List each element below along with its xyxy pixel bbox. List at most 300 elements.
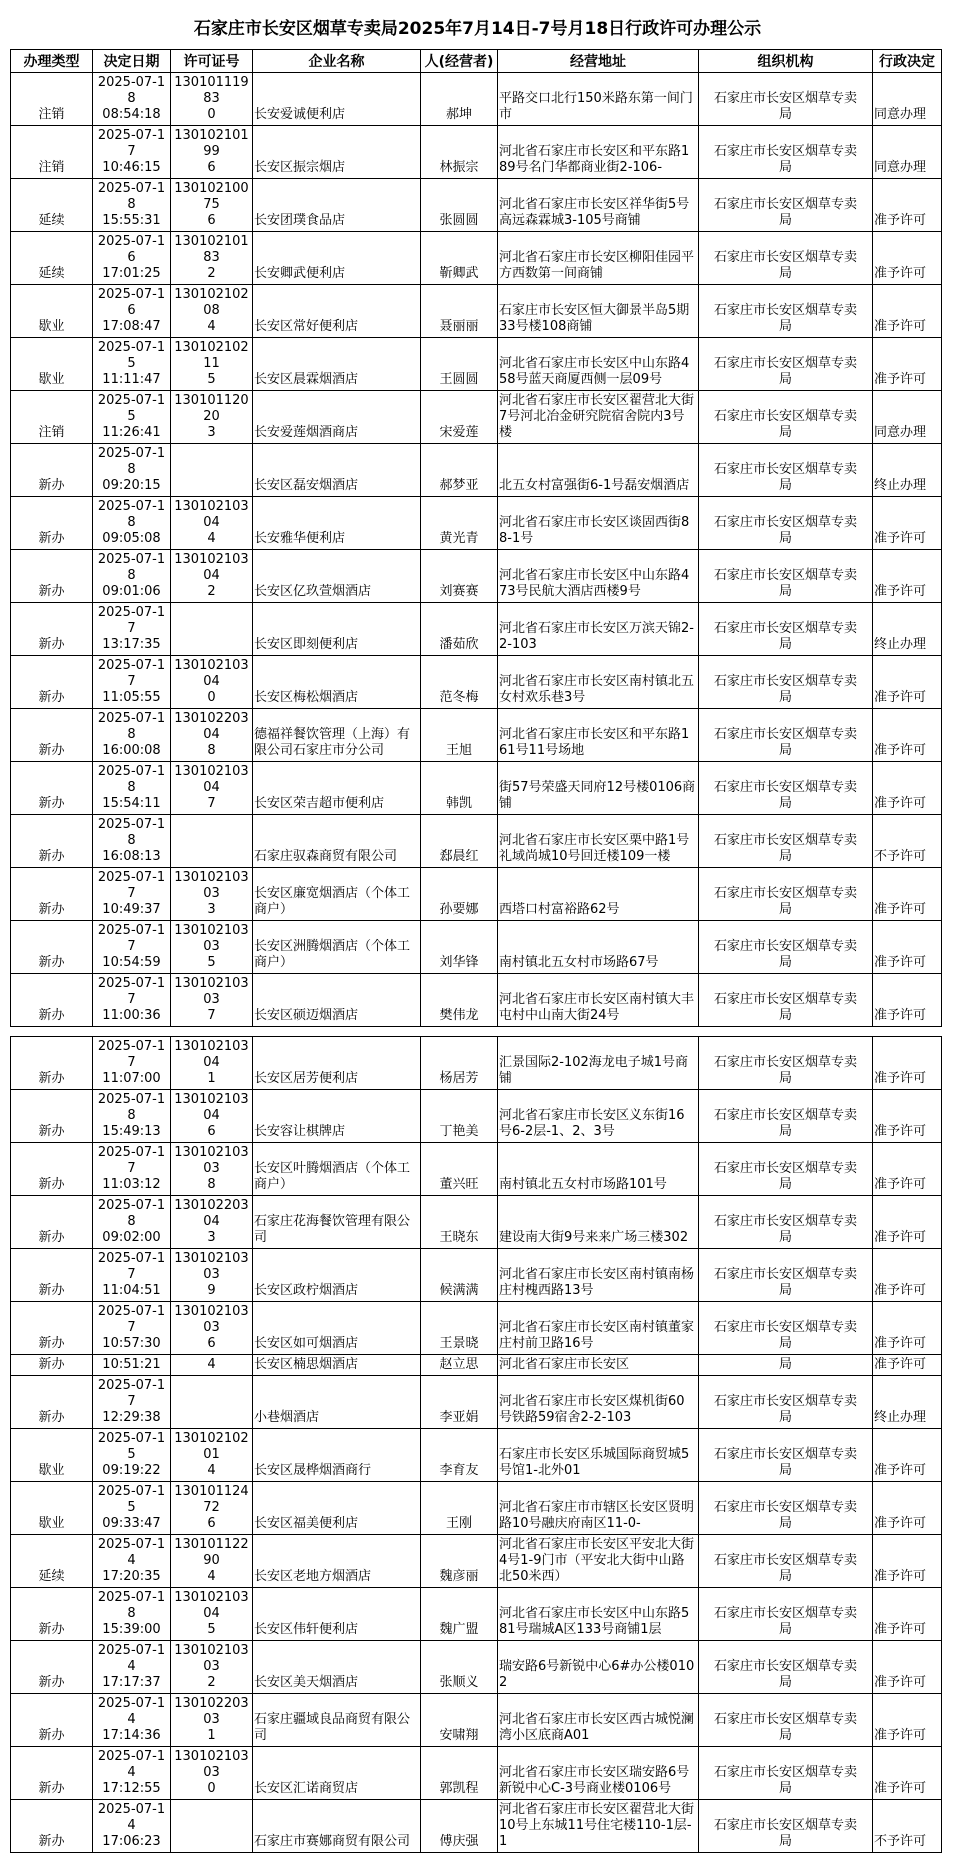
- cell-operator: [421, 232, 498, 285]
- cell-org-text: 石家庄市长安区烟草专卖局: [713, 1606, 857, 1637]
- cell-decision-text: 准予许可: [874, 1675, 927, 1690]
- cell-type: [11, 1196, 93, 1249]
- cell-org: [699, 1429, 873, 1482]
- cell-license: [171, 1694, 253, 1747]
- cell-date: [93, 1588, 171, 1641]
- cell-operator-text: 魏彦丽: [439, 1569, 479, 1584]
- cell-type: [11, 1249, 93, 1302]
- cell-decision: [873, 73, 942, 126]
- cell-org-text: 石家庄市长安区烟草专卖局: [713, 303, 857, 334]
- cell-org-text: 石家庄市长安区烟草专卖局: [713, 462, 857, 493]
- cell-decision: [873, 550, 942, 603]
- cell-name: [253, 762, 421, 815]
- cell-operator: [421, 1376, 498, 1429]
- cell-type: [11, 232, 93, 285]
- cell-operator-text: 王旭: [445, 743, 472, 758]
- cell-date-text: 2025-07-18: [97, 817, 166, 848]
- cell-date-text: 09:01:06: [102, 584, 161, 599]
- cell-operator: [421, 1090, 498, 1143]
- cell-decision-text: 终止办理: [874, 1410, 927, 1425]
- cell-org: [699, 1641, 873, 1694]
- cell-org-text: 石家庄市长安区烟草专卖局: [713, 1765, 857, 1796]
- cell-license-text: 13010210303: [174, 1643, 249, 1674]
- cell-operator-text: 王刚: [445, 1516, 472, 1531]
- cell-date-text: 15:39:00: [102, 1622, 161, 1637]
- cell-name: [253, 391, 421, 444]
- cell-date-text: 2025-07-15: [97, 340, 166, 371]
- table-row: [11, 1429, 942, 1482]
- cell-type: [11, 338, 93, 391]
- cell-decision-text: 准予许可: [874, 1124, 927, 1139]
- cell-date-text: 11:04:51: [102, 1283, 161, 1298]
- cell-type: [11, 1641, 93, 1694]
- cell-org: [699, 1694, 873, 1747]
- table-gap: [0, 1027, 955, 1036]
- cell-date-text: 09:33:47: [102, 1516, 161, 1531]
- cell-date-text: 2025-07-14: [97, 1537, 166, 1568]
- cell-date-text: 2025-07-14: [97, 1643, 166, 1674]
- cell-decision-text: 准予许可: [874, 372, 927, 387]
- cell-decision: [873, 1355, 942, 1376]
- cell-type-text: 新办: [38, 478, 65, 493]
- cell-type: [11, 656, 93, 709]
- table-row: [11, 1302, 942, 1355]
- cell-license-text: 4: [207, 319, 216, 334]
- cell-org: [699, 1482, 873, 1535]
- table-row: [11, 1482, 942, 1535]
- cell-license-text: 3: [207, 425, 216, 440]
- cell-license: [171, 391, 253, 444]
- cell-license: [171, 1302, 253, 1355]
- table-row: [11, 1090, 942, 1143]
- cell-date-text: 11:11:47: [102, 372, 161, 387]
- cell-license: [171, 1535, 253, 1588]
- cell-address-text: 河北省石家庄市长安区义东街16号6-2层-1、2、3号: [499, 1108, 685, 1139]
- table-row: [11, 444, 942, 497]
- cell-date: [93, 73, 171, 126]
- cell-name-text: 长安区亿玖萱烟酒店: [254, 584, 372, 599]
- cell-address-text: 河北省石家庄市长安区和平东路189号名门华都商业街2-106-: [499, 144, 690, 175]
- cell-date-text: 10:49:37: [102, 902, 161, 917]
- cell-operator: [421, 1037, 498, 1090]
- cell-decision: [873, 126, 942, 179]
- cell-license-text: 13010210211: [174, 340, 249, 371]
- cell-date-text: 2025-07-17: [97, 1251, 166, 1282]
- column-header-2: 决定日期: [93, 50, 171, 73]
- cell-org-text: 石家庄市长安区烟草专卖局: [713, 1659, 857, 1690]
- table-row: [11, 1747, 942, 1800]
- cell-type: [11, 1694, 93, 1747]
- cell-org-text: 石家庄市长安区烟草专卖局: [713, 356, 857, 387]
- cell-type-text: 新办: [38, 1622, 65, 1637]
- cell-name-text: 长安区福美便利店: [254, 1516, 359, 1531]
- table-row: [11, 1249, 942, 1302]
- cell-license: [171, 868, 253, 921]
- cell-decision: [873, 1037, 942, 1090]
- cell-name: [253, 1355, 421, 1376]
- cell-org-text: 石家庄市长安区烟草专卖局: [713, 515, 857, 546]
- cell-address-text: 瑞安路6号新锐中心6#办公楼0102: [499, 1659, 695, 1690]
- cell-license-text: 13010210304: [174, 499, 249, 530]
- cell-name-text: 长安区常好便利店: [254, 319, 359, 334]
- cell-license-text: 4: [207, 531, 216, 546]
- cell-date-text: 16:08:13: [102, 849, 161, 864]
- cell-type-text: 新办: [38, 743, 65, 758]
- cell-type-text: 歇业: [38, 372, 65, 387]
- cell-date-text: 2025-07-18: [97, 711, 166, 742]
- cell-operator-text: 郝坤: [445, 107, 472, 122]
- cell-date-text: 08:54:18: [102, 107, 161, 122]
- cell-operator-text: 樊伟龙: [439, 1008, 479, 1023]
- cell-type-text: 新办: [38, 1124, 65, 1139]
- cell-license: [171, 1090, 253, 1143]
- cell-operator: [421, 709, 498, 762]
- cell-type-text: 新办: [38, 849, 65, 864]
- cell-date: [93, 603, 171, 656]
- cell-date-text: 15:54:11: [102, 796, 161, 811]
- cell-operator: [421, 656, 498, 709]
- cell-date-text: 11:05:55: [102, 690, 161, 705]
- cell-operator: [421, 550, 498, 603]
- cell-license-text: 13010210199: [174, 128, 249, 159]
- cell-date-text: 2025-07-17: [97, 658, 166, 689]
- cell-name: [253, 1535, 421, 1588]
- cell-license-text: 7: [207, 796, 216, 811]
- cell-license-text: 2: [207, 584, 216, 599]
- cell-operator: [421, 603, 498, 656]
- cell-org: [699, 815, 873, 868]
- cell-operator: [421, 126, 498, 179]
- cell-date-text: 2025-07-17: [97, 128, 166, 159]
- cell-name: [253, 1037, 421, 1090]
- table-row: [11, 1196, 942, 1249]
- cell-operator-text: 郝梦亚: [439, 478, 479, 493]
- cell-decision: [873, 762, 942, 815]
- cell-decision-text: 准予许可: [874, 1357, 927, 1372]
- table-row: [11, 1641, 942, 1694]
- cell-license-text: 13010210304: [174, 764, 249, 795]
- cell-operator-text: 丁艳美: [439, 1124, 479, 1139]
- cell-license-text: 0: [207, 690, 216, 705]
- cell-address: [498, 1747, 699, 1800]
- cell-date-text: 17:20:35: [102, 1569, 161, 1584]
- cell-decision: [873, 603, 942, 656]
- cell-name: [253, 1800, 421, 1853]
- cell-org: [699, 1037, 873, 1090]
- cell-date-text: 2025-07-18: [97, 446, 166, 477]
- cell-name: [253, 1588, 421, 1641]
- cell-date-text: 10:54:59: [102, 955, 161, 970]
- cell-date-text: 2025-07-17: [97, 923, 166, 954]
- cell-address-text: 街57号荣盛天同府12号楼0106商铺: [499, 780, 696, 811]
- cell-org: [699, 391, 873, 444]
- cell-license: [171, 974, 253, 1027]
- cell-date-text: 2025-07-15: [97, 1431, 166, 1462]
- cell-name: [253, 126, 421, 179]
- cell-decision: [873, 974, 942, 1027]
- cell-org-text: 石家庄市长安区烟草专卖局: [713, 1320, 857, 1351]
- cell-org-text: 石家庄市长安区烟草专卖局: [713, 939, 857, 970]
- cell-date-text: 17:14:36: [102, 1728, 161, 1743]
- cell-name: [253, 1302, 421, 1355]
- cell-license: [171, 1196, 253, 1249]
- cell-name-text: 石家庄花海餐饮管理有限公司: [254, 1214, 411, 1245]
- cell-org: [699, 709, 873, 762]
- table-row: [11, 1535, 942, 1588]
- table-row: [11, 603, 942, 656]
- cell-name: [253, 179, 421, 232]
- cell-operator: [421, 868, 498, 921]
- cell-license-text: 13010210075: [174, 181, 249, 212]
- cell-decision-text: 准予许可: [874, 266, 927, 281]
- cell-address: [498, 815, 699, 868]
- cell-name: [253, 603, 421, 656]
- cell-date: [93, 656, 171, 709]
- cell-license-text: 13010210303: [174, 870, 249, 901]
- cell-address-text: 河北省石家庄市长安区南村镇大丰屯村中山南大街24号: [499, 992, 695, 1023]
- cell-org: [699, 1090, 873, 1143]
- cell-name-text: 长安区晨霖烟酒店: [254, 372, 359, 387]
- cell-date: [93, 868, 171, 921]
- cell-type-text: 新办: [38, 1675, 65, 1690]
- cell-address-text: 北五女村富强街6-1号磊安烟酒店: [499, 478, 690, 493]
- cell-org-text: 石家庄市长安区烟草专卖局: [713, 409, 857, 440]
- cell-date-text: 2025-07-18: [97, 181, 166, 212]
- cell-type-text: 注销: [38, 107, 65, 122]
- cell-license-text: 13010112472: [174, 1484, 249, 1515]
- cell-date-text: 15:49:13: [102, 1124, 161, 1139]
- cell-operator: [421, 1355, 498, 1376]
- cell-operator: [421, 179, 498, 232]
- cell-org-text: 石家庄市长安区烟草专卖局: [713, 727, 857, 758]
- cell-license-text: 13010111983: [174, 75, 249, 106]
- cell-name-text: 长安区梅松烟酒店: [254, 690, 359, 705]
- cell-org-text: 石家庄市长安区烟草专卖局: [713, 992, 857, 1023]
- cell-decision-text: 准予许可: [874, 690, 927, 705]
- cell-decision: [873, 1376, 942, 1429]
- cell-date-text: 2025-07-18: [97, 764, 166, 795]
- cell-name-text: 长安雅华便利店: [254, 531, 346, 546]
- cell-decision-text: 准予许可: [874, 1008, 927, 1023]
- table-row: [11, 1376, 942, 1429]
- table-row: [11, 550, 942, 603]
- cell-type-text: 新办: [38, 1071, 65, 1086]
- cell-license: [171, 709, 253, 762]
- cell-org: [699, 179, 873, 232]
- cell-name: [253, 1429, 421, 1482]
- table-row: [11, 1143, 942, 1196]
- cell-license-text: 5: [207, 1622, 216, 1637]
- cell-date-text: 17:08:47: [102, 319, 161, 334]
- cell-type: [11, 815, 93, 868]
- cell-license: [171, 603, 253, 656]
- cell-org: [699, 656, 873, 709]
- cell-date-text: 17:12:55: [102, 1781, 161, 1796]
- cell-decision-text: 准予许可: [874, 955, 927, 970]
- cell-address: [498, 1641, 699, 1694]
- cell-date: [93, 1355, 171, 1376]
- cell-address-text: 河北省石家庄市长安区柳阳佳园平方西数第一间商铺: [499, 250, 695, 281]
- cell-type-text: 新办: [38, 902, 65, 917]
- cell-decision: [873, 709, 942, 762]
- cell-address: [498, 550, 699, 603]
- cell-address: [498, 1143, 699, 1196]
- cell-operator-text: 王晓东: [439, 1230, 479, 1245]
- cell-date-text: 2025-07-18: [97, 1590, 166, 1621]
- column-header-5: 人(经营者): [421, 50, 498, 73]
- cell-date: [93, 1429, 171, 1482]
- cell-operator: [421, 1800, 498, 1853]
- cell-license-text: 2: [207, 1675, 216, 1690]
- cell-operator-text: 孙要娜: [439, 902, 479, 917]
- cell-address-text: 河北省石家庄市长安区中山东路473号民航大酒店西楼9号: [499, 568, 690, 599]
- cell-license-text: 13010210303: [174, 976, 249, 1007]
- table-row: [11, 1800, 942, 1853]
- cell-decision-text: 准予许可: [874, 1283, 927, 1298]
- cell-name-text: 长安区居芳便利店: [254, 1071, 359, 1086]
- cell-license-text: 8: [207, 743, 216, 758]
- cell-date: [93, 285, 171, 338]
- cell-address: [498, 497, 699, 550]
- cell-date-text: 17:06:23: [102, 1834, 161, 1849]
- cell-license-text: 1: [207, 1071, 216, 1086]
- cell-date-text: 2025-07-17: [97, 1145, 166, 1176]
- cell-address: [498, 974, 699, 1027]
- cell-address: [498, 338, 699, 391]
- cell-date-text: 13:17:35: [102, 637, 161, 652]
- cell-date: [93, 1747, 171, 1800]
- cell-operator: [421, 1535, 498, 1588]
- cell-operator-text: 郄晨红: [439, 849, 479, 864]
- cell-org: [699, 762, 873, 815]
- cell-date: [93, 1800, 171, 1853]
- cell-operator: [421, 1482, 498, 1535]
- cell-date: [93, 444, 171, 497]
- cell-decision: [873, 232, 942, 285]
- cell-org-text: 局: [778, 1357, 792, 1372]
- cell-org-text: 石家庄市长安区烟草专卖局: [713, 197, 857, 228]
- cell-license-text: 13010210183: [174, 234, 249, 265]
- cell-operator: [421, 1641, 498, 1694]
- cell-license: [171, 762, 253, 815]
- header-row: [11, 50, 942, 73]
- cell-date-text: 17:17:37: [102, 1675, 161, 1690]
- cell-decision-text: 准予许可: [874, 743, 927, 758]
- cell-type-text: 歇业: [38, 1516, 65, 1531]
- cell-license: [171, 550, 253, 603]
- cell-name: [253, 1143, 421, 1196]
- cell-decision-text: 准予许可: [874, 584, 927, 599]
- cell-date-text: 17:01:25: [102, 266, 161, 281]
- cell-decision: [873, 285, 942, 338]
- cell-type: [11, 1482, 93, 1535]
- cell-license: [171, 1355, 253, 1376]
- cell-decision: [873, 1800, 942, 1853]
- cell-address-text: 南村镇北五女村市场路101号: [499, 1177, 667, 1192]
- cell-address-text: 河北省石家庄市长安区南村镇北五女村欢乐巷3号: [499, 674, 695, 705]
- cell-license: [171, 1143, 253, 1196]
- cell-decision: [873, 391, 942, 444]
- cell-decision: [873, 1302, 942, 1355]
- cell-date: [93, 762, 171, 815]
- cell-decision: [873, 1196, 942, 1249]
- cell-address: [498, 1376, 699, 1429]
- cell-address: [498, 709, 699, 762]
- cell-address-text: 河北省石家庄市长安区: [499, 1357, 630, 1372]
- table-row: [11, 656, 942, 709]
- cell-date: [93, 232, 171, 285]
- cell-license-text: 13010210304: [174, 1092, 249, 1123]
- cell-org-text: 石家庄市长安区烟草专卖局: [713, 1394, 857, 1425]
- cell-address: [498, 73, 699, 126]
- cell-name: [253, 709, 421, 762]
- cell-type: [11, 1090, 93, 1143]
- cell-name-text: 长安区伟轩便利店: [254, 1622, 359, 1637]
- cell-address-text: 河北省石家庄市长安区栗中路1号礼域尚城10号回迁楼109一楼: [499, 833, 690, 864]
- cell-license-text: 6: [207, 213, 216, 228]
- cell-org: [699, 232, 873, 285]
- table-row: [11, 1355, 942, 1376]
- cell-license-text: 13010210304: [174, 658, 249, 689]
- cell-operator: [421, 1588, 498, 1641]
- table-row: [11, 1037, 942, 1090]
- cell-license: [171, 73, 253, 126]
- cell-date-text: 2025-07-14: [97, 1749, 166, 1780]
- table-row: [11, 1588, 942, 1641]
- column-header-3: 许可证号: [171, 50, 253, 73]
- cell-operator: [421, 974, 498, 1027]
- table-row: [11, 73, 942, 126]
- cell-operator-text: 张圆圆: [439, 213, 479, 228]
- cell-address-text: 石家庄市长安区恒大御景半岛5期33号楼108商铺: [499, 303, 690, 334]
- cell-type: [11, 550, 93, 603]
- cell-type: [11, 285, 93, 338]
- cell-operator-text: 范冬梅: [439, 690, 479, 705]
- cell-address-text: 河北省石家庄市市辖区长安区贤明路10号融庆府南区11-0-: [499, 1500, 695, 1531]
- cell-name: [253, 73, 421, 126]
- cell-operator-text: 傅庆强: [439, 1834, 479, 1849]
- column-header-4: 企业名称: [253, 50, 421, 73]
- cell-decision-text: 准予许可: [874, 1336, 927, 1351]
- cell-address-text: 河北省石家庄市长安区祥华街5号高远森霖城3-105号商铺: [499, 197, 690, 228]
- cell-decision: [873, 444, 942, 497]
- cell-date: [93, 1302, 171, 1355]
- cell-address-text: 河北省石家庄市长安区南村镇董家庄村前卫路16号: [499, 1320, 695, 1351]
- cell-name: [253, 444, 421, 497]
- cell-address: [498, 1694, 699, 1747]
- cell-license: [171, 444, 253, 497]
- cell-decision-text: 同意办理: [874, 425, 927, 440]
- cell-operator: [421, 285, 498, 338]
- cell-address: [498, 921, 699, 974]
- cell-decision-text: 准予许可: [874, 1177, 927, 1192]
- cell-date: [93, 1143, 171, 1196]
- cell-operator-text: 宋爱莲: [439, 425, 479, 440]
- cell-name-text: 长安区楠思烟酒店: [254, 1357, 359, 1372]
- cell-license: [171, 179, 253, 232]
- cell-license-text: 2: [207, 266, 216, 281]
- cell-address-text: 建设南大街9号来来广场三楼302: [499, 1230, 689, 1245]
- cell-org-text: 石家庄市长安区烟草专卖局: [713, 1108, 857, 1139]
- cell-type: [11, 73, 93, 126]
- cell-address: [498, 444, 699, 497]
- cell-name-text: 长安区汇诺商贸店: [254, 1781, 359, 1796]
- cell-operator-text: 靳卿武: [439, 266, 479, 281]
- cell-operator: [421, 762, 498, 815]
- table-row: [11, 126, 942, 179]
- cell-org: [699, 1196, 873, 1249]
- cell-decision-text: 准予许可: [874, 1728, 927, 1743]
